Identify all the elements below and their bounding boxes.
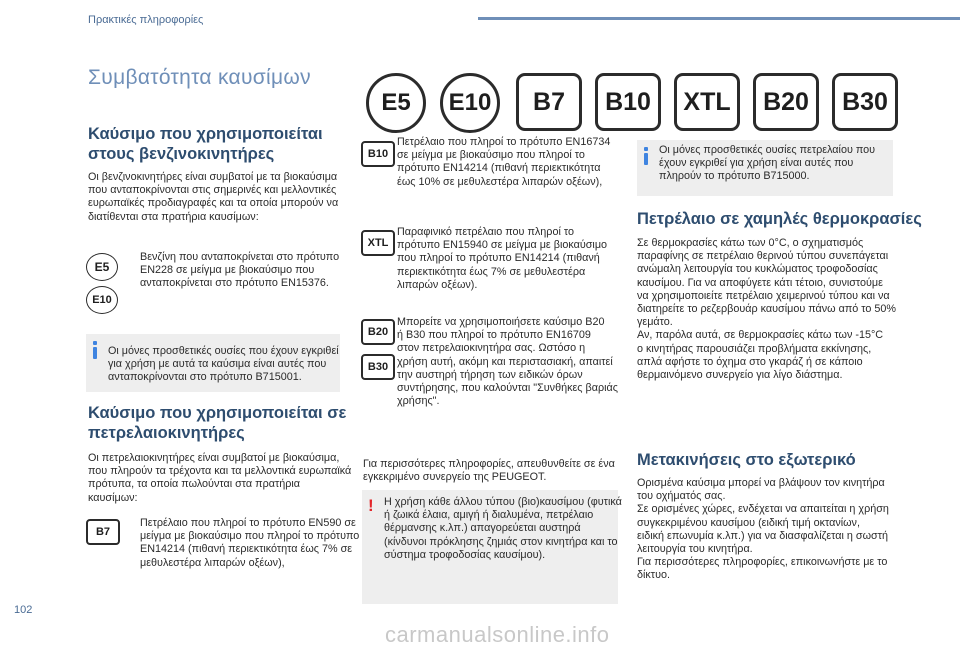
warning-icon: ! xyxy=(368,496,374,515)
abroad-heading: Μετακινήσεις στο εξωτερικό xyxy=(637,451,856,469)
page-number: 102 xyxy=(14,604,33,616)
b7-description: Πετρέλαιο που πληροί το πρότυπο EN590 σε μείγμα με βιοκαύσιμο που πληροί το πρότυπο EN14214 (πιθανή περιεκτικότητα έως 7% σε μεθυλεστέρα λιπαρών οξέων), xyxy=(140,517,360,569)
badge-b20-large: B20 xyxy=(753,73,819,131)
petrol-heading: Καύσιμο που χρησιμοποιείται στους βενζινοκινητήρες xyxy=(88,125,323,163)
abroad-text: Ορισμένα καύσιμα μπορεί να βλάψουν τον κινητήρα του οχήματός σας. Σε ορισμένες χώρες, ενδέχεται να απαιτείται η χρήση συγκεκριμένου καυσίμου (ειδική τιμή οκτανίων, ειδική επωνυμία κ.λπ.) για να διασφαλίζεται η σωστή λειτουργία του κινητήρα. Για περισσότερες πληροφορίες, επικοινωνήστε με το δίκτυο. xyxy=(637,477,889,582)
b20-b30-description: Μπορείτε να χρησιμοποιήσετε καύσιμο B20 ή B30 που πληροί το πρότυπο EN16709 στον πετρελαιοκινητήρα σας. Ωστόσο η χρήση αυτή, ακόμη και περιστασιακή, απαιτεί την αυστηρή τήρηση των ειδικών όρων συντήρησης, που καλούνται "Συνθήκες βαριάς χρήσης". xyxy=(397,316,618,408)
watermark: carmanualsonline.info xyxy=(385,622,610,647)
diesel-heading: Καύσιμο που χρησιμοποιείται σε πετρελαιοκινητήρες xyxy=(88,404,347,442)
badge-b10-large: B10 xyxy=(595,73,661,131)
petrol-additives-info: Οι μόνες προσθετικές ουσίες που έχουν εγκριθεί για χρήση με αυτά τα καύσιμα είναι αυτές που ανταποκρίνονται στο πρότυπο B715001. xyxy=(86,334,340,392)
xtl-description: Παραφινικό πετρέλαιο που πληροί το πρότυπο EN15940 σε μείγμα με βιοκαύσιμο που πληροί το πρότυπο EN14214 (πιθανή περιεκτικότητα έως 7% σε μεθυλεστέρα λιπαρών οξέων). xyxy=(397,226,608,291)
section-header: Πρακτικές πληροφορίες xyxy=(88,14,204,26)
badge-b30: B30 xyxy=(361,354,395,380)
diesel-more-info: Για περισσότερες πληροφορίες, απευθυνθείτε σε ένα εγκεκριμένο συνεργείο της PEUGEOT. xyxy=(363,458,615,484)
badge-b7: B7 xyxy=(86,519,120,545)
b10-description: Πετρέλαιο που πληροί το πρότυπο EN16734 σε μείγμα με βιοκαύσιμο που πληροί το πρότυπο EN14214 (πιθανή περιεκτικότητα έως 10% σε μεθυλεστέρα λιπαρών οξέων), xyxy=(397,136,611,188)
badge-xtl-large: XTL xyxy=(674,73,740,131)
badge-b20: B20 xyxy=(361,319,395,345)
page-title: Συμβατότητα καυσίμων xyxy=(88,66,311,89)
petrol-intro: Οι βενζινοκινητήρες είναι συμβατοί με τα βιοκαύσιμα που ανταποκρίνονται στις σημερινές και μελλοντικές ευρωπαϊκές προδιαγραφές και τα οποία μπορούν να διατίθενται στα πρατήρια καυσίμων: xyxy=(88,171,339,223)
low-temp-heading: Πετρέλαιο σε χαμηλές θερμοκρασίες xyxy=(637,210,922,228)
e5-e10-description: Βενζίνη που ανταποκρίνεται στο πρότυπο EN228 σε μείγμα με βιοκαύσιμο που ανταποκρίνεται στο πρότυπο EN15376. xyxy=(140,251,340,290)
header-rule xyxy=(478,17,960,20)
badge-e5-large: E5 xyxy=(366,73,426,133)
badge-e10-large: E10 xyxy=(440,73,500,133)
badge-xtl: XTL xyxy=(361,230,395,256)
badge-e10: E10 xyxy=(86,286,118,314)
info-icon xyxy=(644,147,648,165)
low-temp-text: Σε θερμοκρασίες κάτω των 0°C, ο σχηματισμός παραφίνης σε πετρέλαιο θερινού τύπου συνεπάγεται ανώμαλη λειτουργία του κυκλώματος τροφοδοσίας καυσίμου. Για να αποφύγετε κάτι τέτοιο, συνιστούμε να χρησιμοποιείτε πετρέλαιο χειμερινού τύπου και να διατηρείτε το ρεζερβουάρ καυσίμου πάνω από το 50% γεμάτο. Αν, παρόλα αυτά, σε θερμοκρασίες κάτω των -15°C ο κινητήρας παρουσιάζει προβλήματα εκκίνησης, απλά αφήστε το όχημα στο γκαράζ ή σε κάποιο θερμαινόμενο συνεργείο για λίγο διάστημα. xyxy=(637,237,897,382)
badge-b7-large: B7 xyxy=(516,73,582,131)
diesel-additives-info: Οι μόνες προσθετικές ουσίες πετρελαίου που έχουν εγκριθεί για χρήση είναι αυτές που πληρούν το πρότυπο B715000. xyxy=(637,140,893,196)
info-icon xyxy=(93,341,97,359)
badge-b10: B10 xyxy=(361,141,395,167)
badge-e5: E5 xyxy=(86,253,118,281)
diesel-intro: Οι πετρελαιοκινητήρες είναι συμβατοί με βιοκαύσιμα, που πληρούν τα τρέχοντα και τα μελλοντικά ευρωπαϊκά πρότυπα, τα οποία πωλούνται στα πρατήρια καυσίμων: xyxy=(88,452,352,504)
fuel-warning-box: ! Η χρήση κάθε άλλου τύπου (βιο)καυσίμου (φυτικά ή ζωικά έλαια, αμιγή ή διαλυμένα, πετρέλαιο θέρμανσης κ.λπ.) απαγορεύεται αυστηρά (κίνδυνοι πρόκλησης ζημιάς στον κινητήρα και το σύστημα τροφοδοσίας καυσίμου). xyxy=(362,490,618,604)
badge-b30-large: B30 xyxy=(832,73,898,131)
